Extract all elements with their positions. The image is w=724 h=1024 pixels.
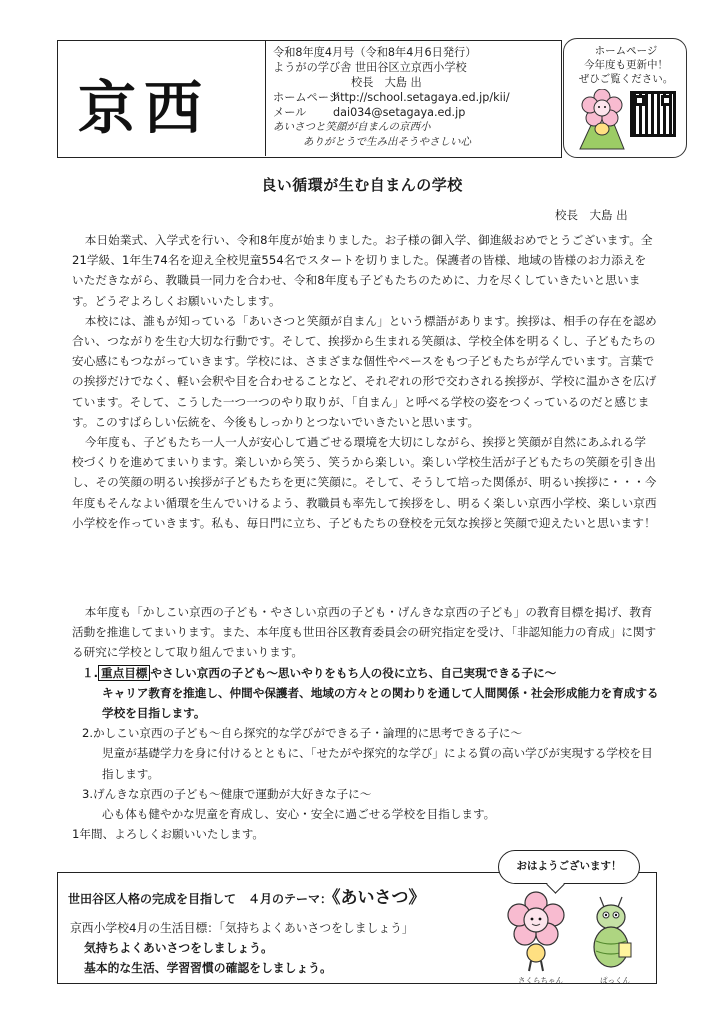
slogan-line-2: ありがとうで生み出そうやさしい心 xyxy=(303,136,471,148)
monthly-theme-box xyxy=(57,872,657,984)
theme-prefix: 世田谷区人格の完成を目指して ４月のテーマ： xyxy=(68,892,333,906)
theme-line xyxy=(68,883,426,908)
article-title: 良い循環が生む自まんの学校 xyxy=(261,176,463,194)
goal-3-description: 心も体も健やかな児童を育成し、安心・安全に過ごせる学校を目指します。 xyxy=(102,807,496,822)
homepage-url[interactable]: http://school.setagaya.ed.jp/kii/ xyxy=(333,91,510,104)
goal-1-number: １. xyxy=(82,665,98,680)
header-box xyxy=(57,40,562,158)
sakura-mascot-icon xyxy=(578,89,626,151)
pakkun-character-icon xyxy=(586,895,638,975)
qr-code-icon[interactable] xyxy=(630,91,676,137)
life-goal-item-1: 気持ちよくあいさつをしましょう。 xyxy=(84,941,273,955)
homepage-bubble xyxy=(563,38,687,158)
article-byline: 校長 大島 出 xyxy=(555,208,628,222)
principal-line: 校長 大島 出 xyxy=(351,76,422,89)
mail-line xyxy=(273,105,558,120)
bubble-line-1: ホームページ xyxy=(594,45,658,57)
sakura-chan-character-icon xyxy=(506,891,566,975)
goal-1-title xyxy=(72,663,662,683)
goal-1-title-text: やさしい京西の子ども～思いやりをもち人の役に立ち、自己実現できる子に～ xyxy=(150,665,557,680)
goal-2-title: 2.かしこい京西の子ども～自ら探究的な学びができる子・論理的に思考できる子に～ xyxy=(82,726,523,741)
slogan-line-1: あいさつと笑顔が自まんの京西小 xyxy=(273,121,431,133)
life-goal-block xyxy=(70,918,414,978)
paragraph-2: 本校には、誰もが知っている「あいさつと笑顔が自まん」という標語があります。挨拶は、相手の存在を認め合い、つながりを生む大切な行動です。そして、挨拶から生まれる笑顔は、学校全体を明るくし、子どもたちの安心感にもつながっていきます。学校には、さまざまな個性やペースをもつ子どもたちが学んでいます。言葉での挨拶だけでなく、軽い会釈や目を合わせることなど、それぞれの形で交わされる挨拶が、学校に温かさを広げています。そして、こうした一つ一つのやり取りが、「自まん」と呼べる学校の姿をつくっているのだと感じます。このすばらしい伝統を、今後もしっかりとつないでいきたいと思います。 xyxy=(72,313,657,429)
homepage-line xyxy=(273,90,558,105)
mail-label: メール xyxy=(273,106,307,119)
homepage-bubble-text xyxy=(564,44,688,86)
article-body xyxy=(72,230,657,533)
paragraph-1: 本日始業式、入学式を行い、令和8年度が始まりました。お子様の御入学、御進級おめでとうございます。全21学級、1年生74名を迎え全校児童554名でスタートを切りました。保護者の皆様、地域の皆様のお力添えをいただきながら、教職員一同力を合わせ、令和8年度も子どもたちのために、力を尽くしていきたいと思います。どうぞよろしくお願いいたします。 xyxy=(72,233,653,308)
char-name-sakura: さくらちゃん xyxy=(518,976,563,985)
goal-2-description: 児童が基礎学力を身に付けるとともに、「せたがや探究的な学び」による質の高い学びが実現する学校を目指します。 xyxy=(102,746,653,781)
issue-line: 令和8年度4月号（令和8年4月6日発行） xyxy=(273,46,477,59)
bubble-line-2: 今年度も更新中！ xyxy=(584,59,668,71)
theme-text: 《あいさつ》 xyxy=(332,888,426,908)
bubble-line-3: ぜひご覧ください。 xyxy=(578,73,674,85)
life-goal-item-2: 基本的な生活、学習習慣の確認をしましょう。 xyxy=(84,961,332,975)
mail-address[interactable]: dai034@setagaya.ed.jp xyxy=(333,106,466,119)
greeting-speech-bubble: おはようございます！ xyxy=(498,850,640,884)
paragraph-3: 今年度も、子どもたち一人一人が安心して過ごせる環境を大切にしながら、挨拶と笑顔が自然にあふれる学校づくりを進めてまいります。楽しいから笑う、笑うから楽しい。楽しい学校生活が子どもたちの笑顔を引き出し、その笑顔の明るい挨拶が子どもたちを更に笑顔に。そして、そうして培った関係が、明るい挨拶に・・・今年度もそんなよい循環を生んでいけるよう、教職員も率先して挨拶をし、明るく楽しい京西小学校、楽しい京西小学校を作っていきます。私も、毎日門に立ち、子どもたちの登校を元気な挨拶と笑顔で迎えたいと思います！ xyxy=(72,435,657,530)
header-info xyxy=(273,45,558,150)
masthead-cell xyxy=(58,41,266,156)
goal-3-title: 3.げんきな京西の子ども～健康で運動が大好きな子に～ xyxy=(82,786,372,801)
life-goal-title: 京西小学校4月の生活目標：「気持ちよくあいさつをしましょう」 xyxy=(70,921,414,935)
goal-1-description: キャリア教育を推進し、仲間や保護者、地域の方々との関わりを通して人間関係・社会形成能力を育成する学校を目指します。 xyxy=(102,685,659,721)
closing-line: 1年間、よろしくお願いいたします。 xyxy=(72,827,264,842)
paragraph-4: 本年度も「かしこい京西の子ども・やさしい京西の子ども・げんきな京西の子ども」の教育目標を掲げ、教育活動を推進してまいります。また、本年度も世田谷区教育委員会の研究指定を受け、「非認知能力の育成」に関する研究に学校として取り組んでまいります。 xyxy=(72,605,657,660)
education-goals xyxy=(72,602,662,844)
masthead-title: 京西 xyxy=(78,74,211,142)
char-name-pakkun: ぱっくん xyxy=(600,976,630,985)
publisher-line: ようがの学び舎 世田谷区立京西小学校 xyxy=(273,61,467,74)
priority-goal-tag: 重点目標 xyxy=(98,665,150,681)
homepage-label: ホームページ xyxy=(273,91,340,104)
